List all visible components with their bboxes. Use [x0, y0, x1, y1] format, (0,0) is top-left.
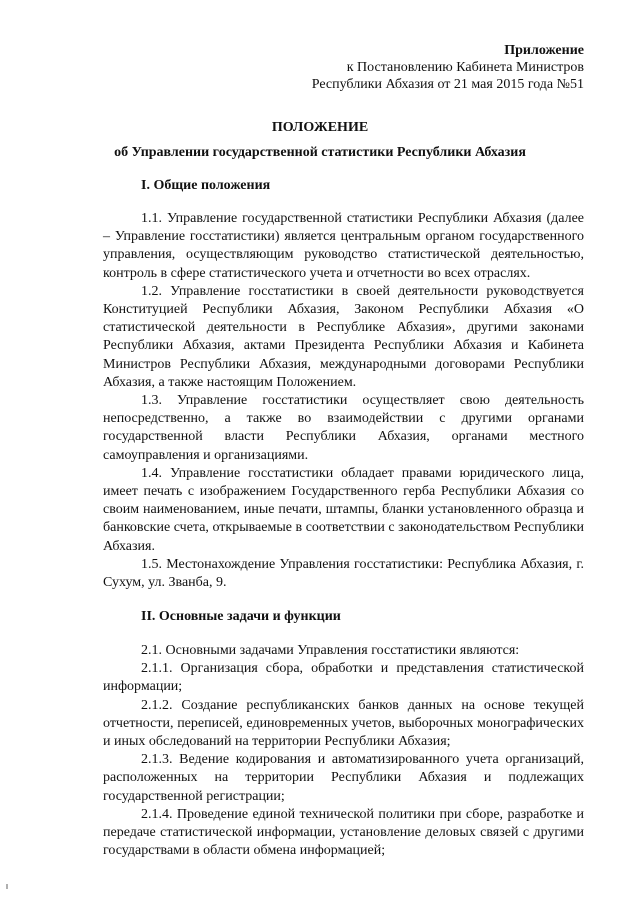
paragraph-2-1-1: 2.1.1. Организация сбора, обработки и представления статистической информации; [103, 661, 584, 695]
paragraph-2-1: 2.1. Основными задачами Управления госстатистики являются: [141, 643, 520, 658]
appendix-line-1: к Постановлению Кабинета Министров [346, 60, 584, 75]
paragraph-2-1-4: 2.1.4. Проведение единой технической политики при сборе, разработке и передаче статистической информации, установление деловых связей с другими государствами в области обмена информацией; [103, 806, 584, 859]
scan-mark [6, 884, 8, 889]
paragraph-1-2: 1.2. Управление госстатистики в своей деятельности руководствуется Конституцией Республики Абхазия, Законом Республики Абхазия «О статистической деятельности в Республике Абхазия», другими законами Республики Абхазия, актами Президента Республики Абхазия и Кабинета Министров Республики Абхазия, международными договорами Республики Абхазия, а также настоящим Положением. [103, 283, 584, 390]
section-2-title: II. Основные задачи и функции [141, 609, 341, 624]
section-2-body [103, 642, 584, 860]
paragraph-2-1-3: 2.1.3. Ведение кодирования и автоматизированного учета организаций, расположенных на территории Республики Абхазия и подлежащих государственной регистрации; [103, 752, 584, 804]
document-subtitle: об Управлении государственной статистики Республики Абхазия [114, 145, 526, 160]
appendix-block [312, 42, 584, 93]
section-1-body [103, 210, 584, 592]
section-1-title: I. Общие положения [141, 178, 271, 193]
paragraph-2-1-2: 2.1.2. Создание республиканских банков данных на основе текущей отчетности, переписей, единовременных учетов, выборочных монографических и иных обследований на территории Республики Абхазия; [103, 697, 584, 750]
paragraph-1-3: 1.3. Управление госстатистики осуществляет свою деятельность непосредственно, а также во взаимодействии с другими органами государственной власти Республики Абхазия, органами местного самоуправления и организациями. [103, 393, 584, 463]
appendix-line-2: Республики Абхазия от 21 мая 2015 года №51 [311, 77, 584, 92]
paragraph-1-1: 1.1. Управление государственной статистики Республики Абхазия (далее – Управление госстатистики) является центральным органом государственного управления, осуществляющим руководство статистической деятельностью, контроль в сфере статистического учета и отчетности во всех отраслях. [103, 211, 584, 281]
paragraph-1-5: 1.5. Местонахождение Управления госстатистики: Республика Абхазия, г. Сухум, ул. Званба, 9. [103, 556, 584, 591]
paragraph-1-4: 1.4. Управление госстатистики обладает правами юридического лица, имеет печать с изображением Государственного герба Республики Абхазия со своим наименованием, иные печати, штампы, бланки установленного образца и банковские счета, открываемые в соответствии с законодательством Республики Абхазия. [103, 465, 584, 554]
appendix-heading: Приложение [504, 43, 584, 58]
document-title: ПОЛОЖЕНИЕ [271, 120, 369, 135]
